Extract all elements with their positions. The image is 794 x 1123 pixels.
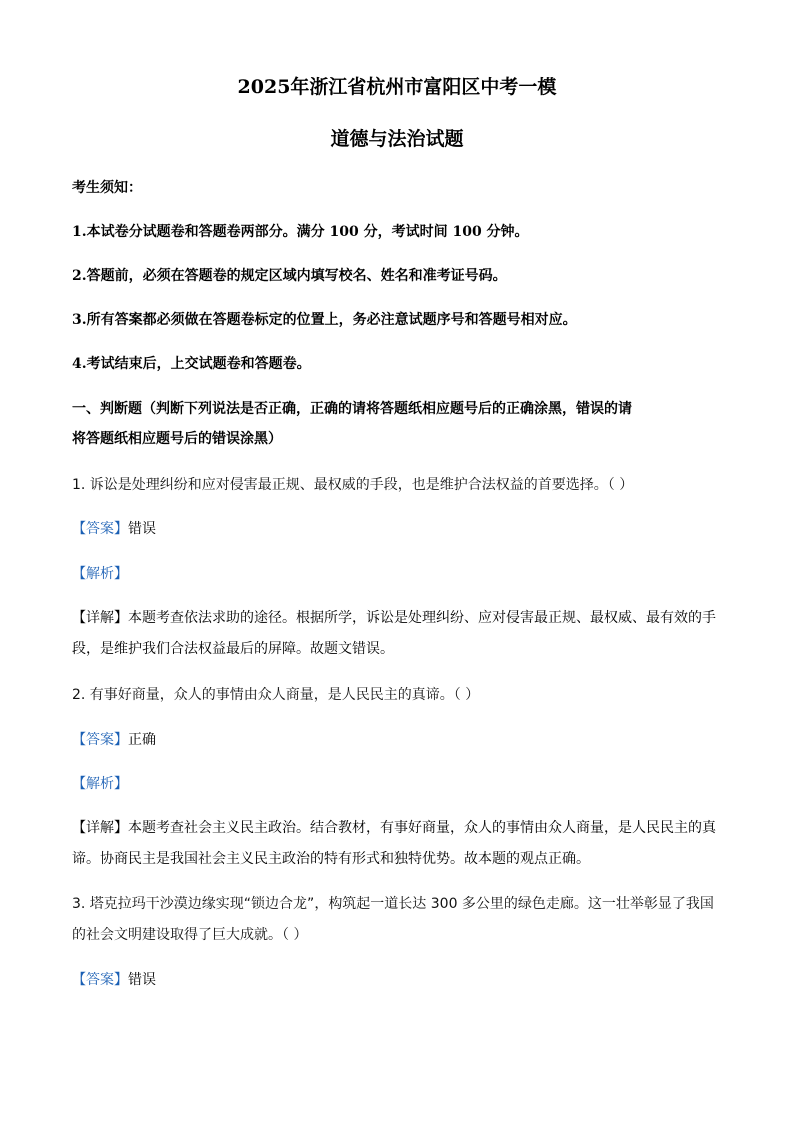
question-2-detail-line-1 — [72, 816, 732, 840]
section-heading-line-1: 一、判断题（判断下列说法是否正确，正确的请将答题纸相应题号后的正确涂黑，错误的请 — [72, 401, 632, 417]
answer-label: 【答案】 — [72, 521, 128, 537]
notice-item-3: 3.所有答案都必须做在答题卷标定的位置上，务必注意试题序号和答题号相对应。 — [72, 312, 577, 328]
question-1-detail-line-2: 段，是维护我们合法权益最后的屏障。故题文错误。 — [72, 641, 394, 657]
answer-value: 错误 — [128, 972, 156, 988]
question-2-detail-line-2: 谛。协商民主是我国社会主义民主政治的特有形式和独特优势。故本题的观点正确。 — [72, 851, 590, 867]
question-3-text-line-1: 3. 塔克拉玛干沙漠边缘实现“锁边合龙”，构筑起一道长达 300 多公里的绿色走廊。这一壮举彰显了我国 — [72, 896, 714, 912]
page-subtitle: 道德与法治试题 — [330, 128, 464, 150]
notice-item-1: 1.本试卷分试题卷和答题卷两部分。满分 100 分，考试时间 100 分钟。 — [72, 224, 529, 240]
notice-item-4: 4.考试结束后，上交试题卷和答题卷。 — [72, 356, 311, 372]
detail-text: 本题考查依法求助的途径。根据所学，诉讼是处理纠纷、应对侵害最正规、最权威、最有效的手 — [128, 610, 716, 626]
detail-text: 本题考查社会主义民主政治。结合教材，有事好商量，众人的事情由众人商量，是人民民主的真 — [128, 820, 716, 836]
section-heading-line-2: 将答题纸相应题号后的错误涂黑） — [72, 431, 282, 447]
question-1-text: 1. 诉讼是处理纠纷和应对侵害最正规、最权威的手段，也是维护合法权益的首要选择。（ ） — [72, 477, 634, 493]
detail-label: 【详解】 — [72, 610, 128, 626]
question-1-answer — [72, 517, 732, 541]
answer-value: 正确 — [128, 732, 156, 748]
page-title: 2025年浙江省杭州市富阳区中考一模 — [237, 76, 557, 98]
question-1-analysis-label: 【解析】 — [72, 566, 128, 582]
answer-value: 错误 — [128, 521, 156, 537]
question-2-text: 2. 有事好商量，众人的事情由众人商量，是人民民主的真谛。（ ） — [72, 687, 480, 703]
question-1-detail-line-1 — [72, 606, 732, 630]
question-2-answer — [72, 728, 732, 752]
question-2-analysis-label: 【解析】 — [72, 776, 128, 792]
notice-heading: 考生须知： — [72, 180, 142, 196]
detail-label: 【详解】 — [72, 820, 128, 836]
notice-item-2: 2.答题前，必须在答题卷的规定区域内填写校名、姓名和准考证号码。 — [72, 268, 507, 284]
answer-label: 【答案】 — [72, 972, 128, 988]
answer-label: 【答案】 — [72, 732, 128, 748]
question-3-text-line-2: 的社会文明建设取得了巨大成就。（ ） — [72, 927, 308, 943]
question-3-answer — [72, 968, 732, 992]
